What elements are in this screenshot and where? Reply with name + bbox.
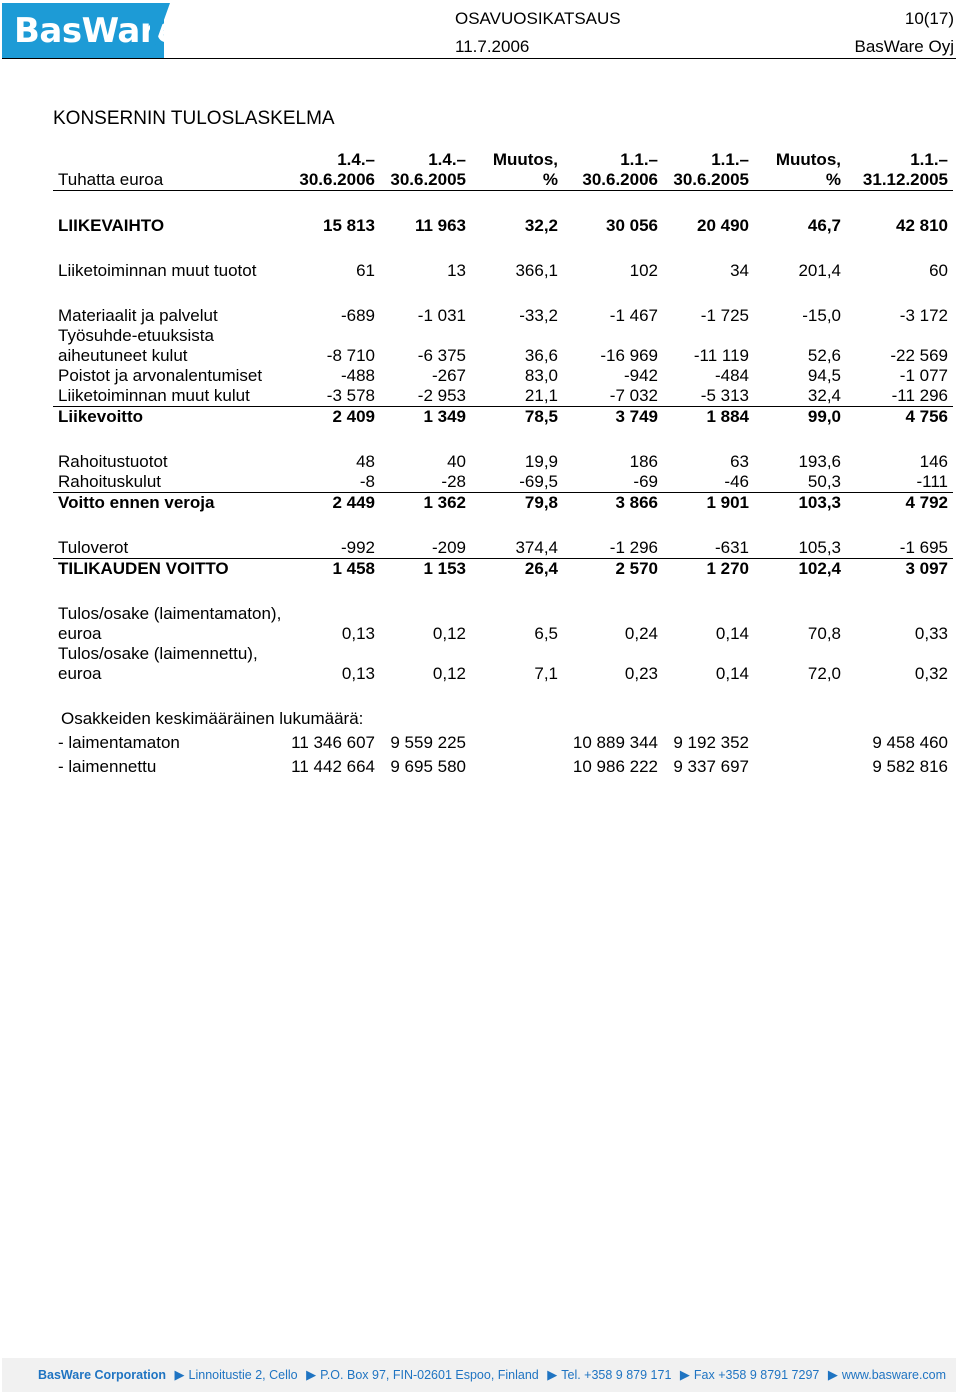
table-cell: 3 749: [563, 407, 663, 428]
table-cell: -11 119: [693, 346, 749, 365]
table-cell: 94,5: [807, 366, 841, 385]
footer-address: Linnoitustie 2, Cello: [188, 1368, 298, 1382]
table-cell: 103,3: [754, 493, 846, 514]
doc-type: OSAVUOSIKATSAUS: [455, 9, 621, 28]
table-row: [53, 386, 953, 407]
table-cell: 11 346 607: [291, 733, 375, 752]
row-label: Materiaalit ja palvelut: [58, 306, 218, 325]
column-headers: [53, 150, 953, 191]
table-row: [53, 472, 953, 493]
spacer: [53, 427, 953, 452]
table-row: [53, 366, 953, 386]
table-cell: 9 582 816: [872, 757, 948, 776]
column-header: 1.1.– 30.6.2006: [563, 150, 663, 191]
table-cell: 32,4: [807, 386, 841, 405]
table-cell: 78,5: [471, 407, 563, 428]
footer-website[interactable]: www.basware.com: [841, 1368, 947, 1382]
table-cell: 9 458 460: [872, 733, 948, 752]
table-cell: -1 695: [899, 538, 948, 557]
table-cell: -992: [340, 538, 375, 557]
column-header: 1.1.– 31.12.2005: [846, 150, 953, 191]
table-row: [53, 538, 953, 559]
table-cell: -8: [359, 472, 375, 491]
logo-wedge: [150, 3, 170, 59]
table-cell: -6 375: [417, 346, 466, 365]
spacer: [53, 281, 953, 306]
spacer: [53, 579, 953, 604]
header-divider: [2, 58, 956, 59]
shares-label: - laimentamaton: [58, 733, 180, 752]
arrow-icon: ▶: [679, 1367, 690, 1382]
table-cell: 1 901: [663, 493, 754, 514]
table-cell: -1 725: [700, 306, 749, 325]
company-name: BasWare Oyj: [854, 37, 954, 56]
table-cell: 3 866: [563, 493, 663, 514]
table-cell: -111: [916, 472, 948, 491]
row-label: Tulos/osake (laimentamaton), euroa: [58, 604, 282, 643]
table-cell: -8 710: [326, 346, 375, 365]
table-cell: 2 409: [285, 407, 380, 428]
table-row: [53, 261, 953, 281]
table-cell: -3 578: [326, 386, 375, 405]
table-row: [53, 216, 953, 236]
table-cell: 9 695 580: [390, 757, 466, 776]
table-cell: -1 077: [899, 366, 948, 385]
table-cell: 0,33: [914, 624, 948, 643]
table-cell: -484: [714, 366, 749, 385]
table-cell: 61: [356, 261, 375, 280]
table-row: [53, 326, 953, 366]
arrow-icon: ▶: [827, 1367, 838, 1382]
table-cell: 6,5: [534, 624, 558, 643]
footer-fax: Fax +358 9 8791 7297: [693, 1368, 820, 1382]
table-cell: 11 442 664: [291, 757, 375, 776]
table-cell: 79,8: [471, 493, 563, 514]
table-cell: 34: [730, 261, 749, 280]
table-cell: 13: [447, 261, 466, 280]
shares-row: [53, 757, 953, 777]
table-cell: 19,9: [524, 452, 558, 471]
table-cell: 70,8: [807, 624, 841, 643]
table-row: [53, 452, 953, 472]
column-header: Muutos, %: [471, 150, 563, 191]
table-cell: 102: [629, 261, 658, 280]
basware-logo: BasWare: [2, 3, 164, 59]
table-cell: 26,4: [471, 559, 563, 580]
table-cell: 52,6: [807, 346, 841, 365]
table-cell: -7 032: [609, 386, 658, 405]
table-cell: 2 449: [285, 493, 380, 514]
table-cell: 72,0: [807, 664, 841, 683]
table-cell: 10 889 344: [572, 733, 658, 752]
table-cell: 15 813: [323, 216, 375, 235]
table-cell: 3 097: [846, 559, 953, 580]
row-label: TILIKAUDEN VOITTO: [53, 559, 285, 580]
column-header: Muutos, %: [754, 150, 846, 191]
row-label: Työsuhde-etuuksista aiheutuneet kulut: [58, 326, 214, 365]
spacer: [53, 236, 953, 261]
doc-date: 11.7.2006: [455, 37, 530, 56]
page-number: 10(17): [904, 9, 954, 28]
income-statement: [53, 150, 953, 777]
table-cell: 0,12: [432, 664, 466, 683]
table-cell: 0,12: [432, 624, 466, 643]
table-cell: 0,24: [624, 624, 658, 643]
table-cell: 2 570: [563, 559, 663, 580]
table-cell: 0,13: [341, 624, 375, 643]
income-statement-table: [53, 150, 953, 777]
row-label: Liikevoitto: [53, 407, 285, 428]
row-label: Rahoituskulut: [58, 472, 162, 491]
table-cell: 1 349: [380, 407, 471, 428]
row-label: LIIKEVAIHTO: [58, 216, 165, 235]
table-cell: 60: [929, 261, 948, 280]
table-cell: 30 056: [606, 216, 658, 235]
table-cell: -488: [340, 366, 375, 385]
shares-title: Osakkeiden keskimääräinen lukumäärä:: [61, 709, 364, 728]
shares-label: - laimennettu: [58, 757, 157, 776]
row-label: Tulos/osake (laimennettu), euroa: [58, 644, 258, 683]
table-cell: 1 153: [380, 559, 471, 580]
table-cell: -28: [441, 472, 466, 491]
table-cell: -1 296: [609, 538, 658, 557]
table-row: [53, 306, 953, 326]
table-cell: 32,2: [524, 216, 558, 235]
row-label: Rahoitustuotot: [58, 452, 168, 471]
table-cell: 146: [919, 452, 948, 471]
table-cell: 193,6: [798, 452, 841, 471]
table-cell: 1 270: [663, 559, 754, 580]
table-row: [53, 407, 953, 428]
table-cell: -69: [633, 472, 658, 491]
table-cell: -3 172: [899, 306, 948, 325]
spacer: [53, 191, 953, 217]
spacer: [53, 684, 953, 709]
table-cell: [471, 757, 563, 777]
table-row: [53, 559, 953, 580]
table-cell: -2 953: [417, 386, 466, 405]
table-cell: -22 569: [890, 346, 948, 365]
table-cell: 1 458: [285, 559, 380, 580]
label-header: Tuhatta euroa: [53, 150, 285, 191]
table-cell: 42 810: [896, 216, 948, 235]
table-cell: 48: [356, 452, 375, 471]
footer-company: BasWare Corporation: [38, 1368, 167, 1382]
table-cell: 105,3: [798, 538, 841, 557]
table-cell: -942: [623, 366, 658, 385]
table-cell: 83,0: [524, 366, 558, 385]
table-cell: 102,4: [754, 559, 846, 580]
table-cell: -16 969: [600, 346, 658, 365]
table-cell: 46,7: [807, 216, 841, 235]
table-cell: -46: [724, 472, 749, 491]
row-label: Liiketoiminnan muut kulut: [58, 386, 250, 405]
report-title: KONSERNIN TULOSLASKELMA: [53, 108, 335, 129]
table-cell: -11 296: [891, 386, 948, 405]
table-cell: [754, 733, 846, 753]
table-row: [53, 644, 953, 684]
table-cell: 0,23: [624, 664, 658, 683]
table-cell: 201,4: [798, 261, 841, 280]
table-cell: 99,0: [754, 407, 846, 428]
table-cell: 20 490: [697, 216, 749, 235]
table-cell: 4 792: [846, 493, 953, 514]
footer-postal: P.O. Box 97, FIN-02601 Espoo, Finland: [320, 1368, 539, 1382]
table-cell: 50,3: [807, 472, 841, 491]
table-cell: 1 362: [380, 493, 471, 514]
table-cell: 1 884: [663, 407, 754, 428]
table-cell: [754, 757, 846, 777]
table-row: [53, 604, 953, 644]
table-cell: 9 192 352: [673, 733, 749, 752]
shares-title-row: [53, 709, 953, 729]
table-cell: [471, 733, 563, 753]
row-label: Voitto ennen veroja: [53, 493, 285, 514]
table-cell: 366,1: [515, 261, 558, 280]
row-label: Liiketoiminnan muut tuotot: [58, 261, 257, 280]
table-cell: -267: [431, 366, 466, 385]
table-cell: 11 963: [414, 216, 466, 235]
footer-phone: Tel. +358 9 879 171: [561, 1368, 672, 1382]
table-cell: -5 313: [700, 386, 749, 405]
table-cell: 7,1: [534, 664, 558, 683]
row-label: Tuloverot: [58, 538, 129, 557]
row-label: Poistot ja arvonalentumiset: [58, 366, 263, 385]
table-cell: 0,32: [914, 664, 948, 683]
table-cell: 0,14: [715, 624, 749, 643]
table-cell: 9 559 225: [390, 733, 466, 752]
table-row: [53, 493, 953, 514]
arrow-icon: ▶: [174, 1367, 185, 1382]
table-cell: 9 337 697: [673, 757, 749, 776]
table-cell: -631: [714, 538, 749, 557]
table-cell: 21,1: [524, 386, 558, 405]
column-header: 1.4.– 30.6.2005: [380, 150, 471, 191]
table-cell: 40: [447, 452, 466, 471]
table-cell: -1 467: [609, 306, 658, 325]
table-cell: -33,2: [519, 306, 558, 325]
table-cell: 4 756: [846, 407, 953, 428]
column-header: 1.1.– 30.6.2005: [663, 150, 754, 191]
table-cell: -15,0: [802, 306, 841, 325]
column-header: 1.4.– 30.6.2006: [285, 150, 380, 191]
table-cell: 63: [730, 452, 749, 471]
table-cell: 374,4: [515, 538, 558, 557]
arrow-icon: ▶: [306, 1367, 317, 1382]
shares-row: [53, 733, 953, 753]
table-cell: -689: [340, 306, 375, 325]
table-cell: -209: [431, 538, 466, 557]
table-cell: 36,6: [524, 346, 558, 365]
table-cell: 10 986 222: [572, 757, 658, 776]
table-cell: -1 031: [417, 306, 466, 325]
page-footer: [2, 1358, 956, 1392]
table-cell: 186: [629, 452, 658, 471]
table-cell: 0,14: [715, 664, 749, 683]
table-cell: -69,5: [519, 472, 558, 491]
arrow-icon: ▶: [547, 1367, 558, 1382]
spacer: [53, 513, 953, 538]
table-cell: 0,13: [341, 664, 375, 683]
